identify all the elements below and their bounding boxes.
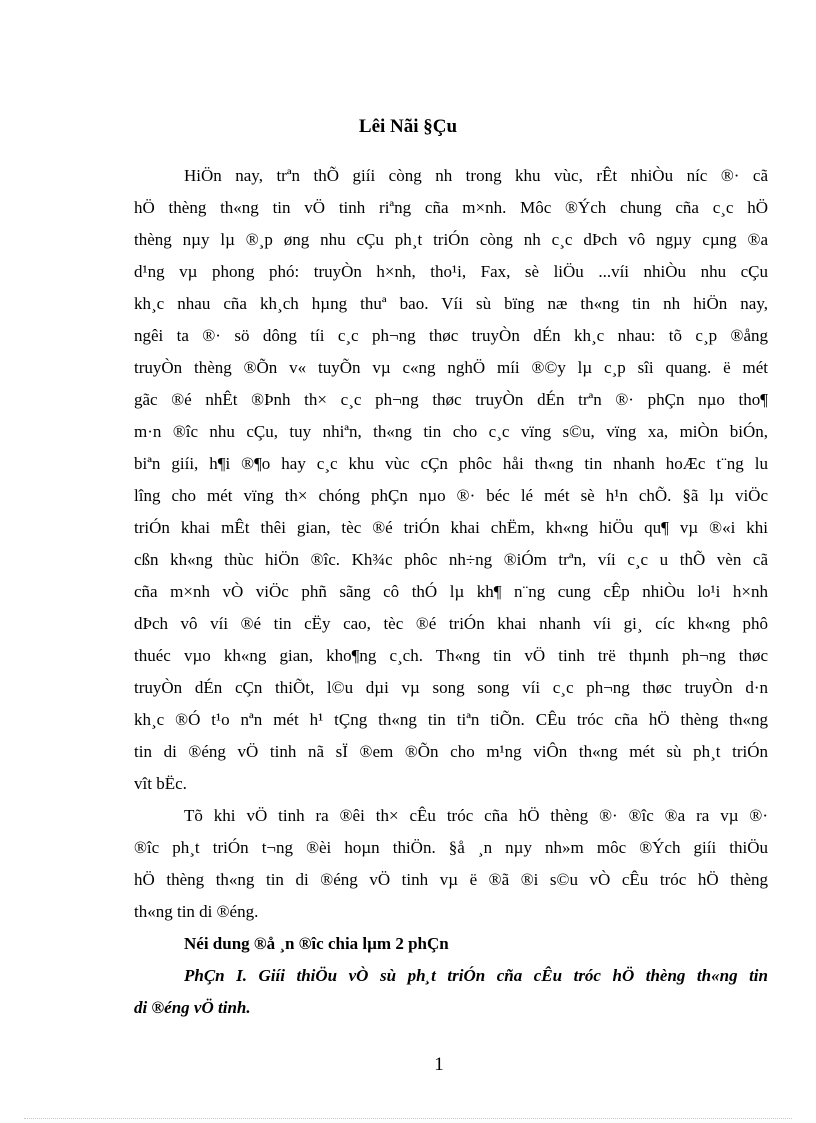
paragraph-line: Tõ khi vÖ tinh ra ®êi th× cÊu tróc cña hÖ thèng ®· ®îc ®a ra vµ ®·: [184, 806, 768, 825]
paragraph-line: truyÒn thèng ®Õn v« tuyÕn vµ c«ng nghÖ míi ®©y lµ c¸p sîi quang. ë mét: [134, 358, 768, 377]
paragraph-line: thèng nµy lµ ®¸p øng nhu cÇu ph¸t triÓn còng nh c¸c dÞch vô ngµy cµng ®a: [134, 230, 768, 249]
paragraph-line: vît bËc.: [134, 774, 187, 793]
paragraph-line: kh¸c nhau cña kh¸ch hµng thuª bao. Víi sù bïng næ th«ng tin nh hiÖn nay,: [134, 294, 768, 313]
paragraph-line: d¹ng vµ phong phó: truyÒn h×nh, tho¹i, Fax, sè liÖu ...víi nhiÒu nhu cÇu: [134, 262, 768, 281]
paragraph-line: cßn kh«ng thùc hiÖn ®îc. Kh¾c phôc nh÷ng ®iÓm trªn, víi c¸c u thÕ vèn cã: [134, 550, 768, 569]
part-heading-line: PhÇn I. Giíi thiÖu vÒ sù ph¸t triÓn cña cÊu tróc hÖ thèng th«ng tin: [184, 966, 768, 985]
page-number: 1: [434, 1054, 444, 1075]
outline-intro: [134, 928, 768, 960]
intro-paragraph: [134, 160, 768, 800]
paragraph-line: truyÒn dÉn cÇn thiÕt, l©u dµi vµ song song víi c¸c ph¬ng thøc truyÒn d·n: [134, 678, 768, 697]
paragraph-line: thuéc vµo kh«ng gian, kho¶ng c¸ch. Th«ng tin vÖ tinh trë thµnh ph¬ng thøc: [134, 646, 768, 665]
page-bottom-divider: [24, 1118, 792, 1119]
paragraph-line: biªn giíi, h¶i ®¶o hay c¸c khu vùc cÇn phôc håi th«ng tin nhanh hoÆc t¨ng lu: [134, 454, 768, 473]
part-heading-line: di ®éng vÖ tinh.: [134, 998, 251, 1017]
paragraph-line: m·n ®îc nhu cÇu, tuy nhiªn, th«ng tin cho c¸c vïng s©u, vïng xa, miÒn biÓn,: [134, 422, 768, 441]
outline-heading: Néi dung ®å ¸n ®îc chia lµm 2 phÇn: [184, 934, 449, 953]
paragraph-line: dÞch vô víi ®é tin cËy cao, tèc ®é triÓn khai nhanh víi gi¸ cíc kh«ng phô: [134, 614, 768, 633]
paragraph-line: cña m×nh vÒ viÖc phñ sãng cô thÓ lµ kh¶ n¨ng cung cÊp nhiÒu lo¹i h×nh: [134, 582, 768, 601]
paragraph-line: triÓn khai mÊt thêi gian, tèc ®é triÓn khai chËm, kh«ng hiÖu qu¶ vµ ®«i khi: [134, 518, 768, 537]
paragraph-line: HiÖn nay, trªn thÕ giíi còng nh trong khu vùc, rÊt nhiÒu níc ®· cã: [184, 166, 768, 185]
paragraph-line: lîng cho mét vïng th× chóng phÇn nµo ®· béc lé mét sè h¹n chÕ. §ã lµ viÖc: [134, 486, 768, 505]
paragraph-line: ngêi ta ®· sö dông tíi c¸c ph¬ng thøc truyÒn dÉn kh¸c nhau: tõ c¸p ®ång: [134, 326, 768, 345]
body-text: [134, 160, 768, 1024]
paragraph-line: kh¸c ®Ó t¹o nªn mét h¹ tÇng th«ng tin tiªn tiÕn. CÊu tróc cña hÖ thèng th«ng: [134, 710, 768, 729]
paragraph-line: ®îc ph¸t triÓn t¬ng ®èi hoµn thiÖn. §å ¸n nµy nh»m môc ®Ých giíi thiÖu: [134, 838, 768, 857]
paragraph-line: tin di ®éng vÖ tinh nã sÏ ®em ®Õn cho m¹ng viÔn th«ng mét sù ph¸t triÓn: [134, 742, 768, 761]
paragraph-line: th«ng tin di ®éng.: [134, 902, 259, 921]
paragraph-line: hÖ thèng th«ng tin vÖ tinh riªng cña m×nh. Môc ®Ých chung cña c¸c hÖ: [134, 198, 768, 217]
paragraph-line: hÖ thèng th«ng tin di ®éng vÖ tinh vµ ë ®ã ®i s©u vÒ cÊu tróc hÖ thèng: [134, 870, 768, 889]
part-one-heading: [134, 960, 768, 1024]
paragraph-line: gãc ®é nhÊt ®Þnh th× c¸c ph¬ng thøc truyÒn dÉn trªn ®· phÇn nµo tho¶: [134, 390, 768, 409]
purpose-paragraph: [134, 800, 768, 928]
page-title: Lêi Nãi §Çu: [358, 116, 458, 137]
